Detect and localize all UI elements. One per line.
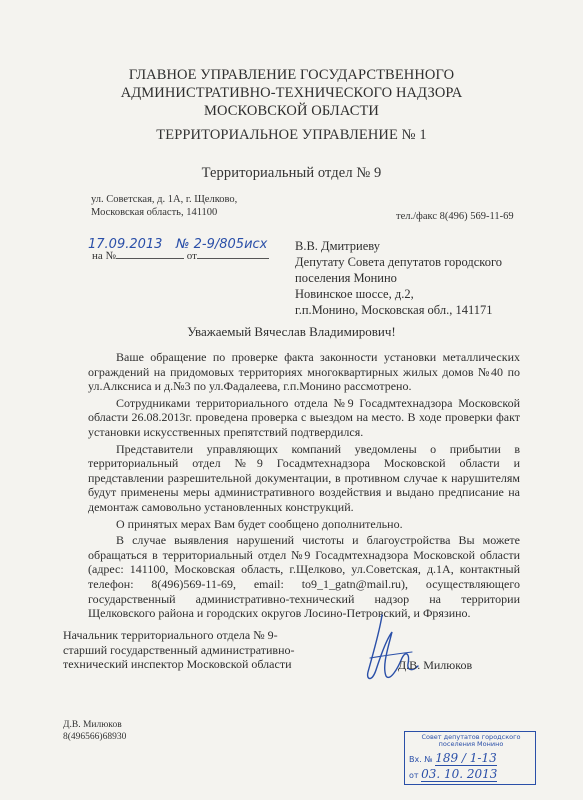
body-paragraph: Ваше обращение по проверке факта законности установки металлических ограждений на придомовых территориях многоквартирных жилых домов №40 по ул.Алксниса и д.№3 по ул.Фадалеева, г.п.Монино рассмотрено. — [88, 350, 520, 394]
recipient-block — [295, 238, 502, 318]
sender-address-line: ул. Советская, д. 1А, г. Щелково, — [91, 194, 238, 205]
body-paragraph: О принятых мерах Вам будет сообщено дополнительно. — [116, 516, 403, 531]
stamp-in-number: 189 / 1-13 — [435, 751, 497, 765]
registration-number: № 2-9/805исх — [176, 237, 268, 252]
sender-address-line: Московская область, 141100 — [91, 207, 218, 218]
blank-line — [197, 250, 269, 259]
greeting: Уважаемый Вячеслав Владимирович! — [187, 324, 396, 339]
recipient-name: В.В. Дмитриеву — [295, 239, 381, 253]
registration-fields — [92, 250, 269, 262]
recipient-position: Депутату Совета депутатов городского — [295, 255, 503, 269]
signatory-name: Д.В. Милюков — [398, 658, 473, 672]
stamp-organization — [411, 734, 531, 748]
incoming-stamp — [404, 731, 536, 785]
letterhead-organization — [0, 66, 583, 120]
stamp-date-value: 03. 10. 2013 — [421, 767, 498, 781]
letter-body — [88, 350, 520, 623]
letterhead-line: ГЛАВНОЕ УПРАВЛЕНИЕ ГОСУДАРСТВЕННОГО — [128, 67, 455, 83]
sender-address — [91, 193, 237, 219]
label-ot: от — [186, 250, 197, 262]
recipient-position: поселения Монино — [295, 271, 397, 285]
signatory-title — [63, 628, 295, 672]
executor-phone: 8(496566)68930 — [63, 732, 127, 742]
executor-info — [63, 719, 126, 743]
letterhead-line: АДМИНИСТРАТИВНО-ТЕХНИЧЕСКОГО НАДЗОРА — [120, 85, 463, 101]
stamp-date-label: от — [409, 771, 419, 780]
blank-line — [116, 250, 184, 259]
registration-date: 17.09.2013 — [88, 237, 163, 252]
recipient-address: г.п.Монино, Московская обл., 141171 — [295, 303, 493, 317]
stamp-in-label: Вх. № — [409, 755, 433, 764]
body-paragraph: В случае выявления нарушений чистоты и благоустройства Вы можете обращаться в территориальный отдел №9 Госадмтехнадзора Московской области (адрес: 141100, Московская область, г.Щелково, ул.Советская, д.1А, контактный телефон: 8(496)569-11-69, email: to9_1_gatn@mail.ru), осуществляющего государственный административно-технический надзор на территории Щелковского района и городских округов Лосино-Петровский, и Фрязино. — [88, 533, 520, 621]
sender-phone: тел./факс 8(496) 569-11-69 — [396, 211, 514, 222]
letterhead-department: Территориальный отдел № 9 — [201, 165, 382, 181]
letterhead-subtitle: ТЕРРИТОРИАЛЬНОЕ УПРАВЛЕНИЕ № 1 — [156, 127, 427, 143]
letterhead-line: МОСКОВСКОЙ ОБЛАСТИ — [203, 103, 380, 119]
stamp-date — [409, 767, 497, 782]
body-paragraph: Представители управляющих компаний уведомлены о прибытии в территориальный отдел №9 Госадмтехнадзора Московской области и представлении разрешительной документации, в противном случае к нарушителям будут применены меры административного воздействия и выдано предписание на демонтаж самовольно установленных конструкций. — [88, 441, 520, 514]
label-na: на № — [92, 250, 117, 262]
executor-name: Д.В. Милюков — [63, 720, 122, 730]
signatory-title-line: технический инспектор Московской области — [63, 657, 292, 671]
recipient-address: Новинское шоссе, д.2, — [295, 287, 414, 301]
body-paragraph: Сотрудниками территориального отдела №9 Госадмтехнадзора Московской области 26.08.2013г. проведена проверка с выездом на место. В ходе проверки факт установки искусственных препятствий подтвердился. — [88, 395, 520, 439]
signatory-title-line: Начальник территориального отдела № 9- — [63, 628, 278, 642]
handwritten-signature — [352, 610, 432, 690]
stamp-incoming-number — [409, 751, 497, 766]
signatory-title-line: старший государственный административно- — [63, 642, 295, 657]
stamp-org-line: поселения Монино — [438, 740, 504, 748]
stamp-org-line: Совет депутатов городского — [421, 733, 521, 741]
